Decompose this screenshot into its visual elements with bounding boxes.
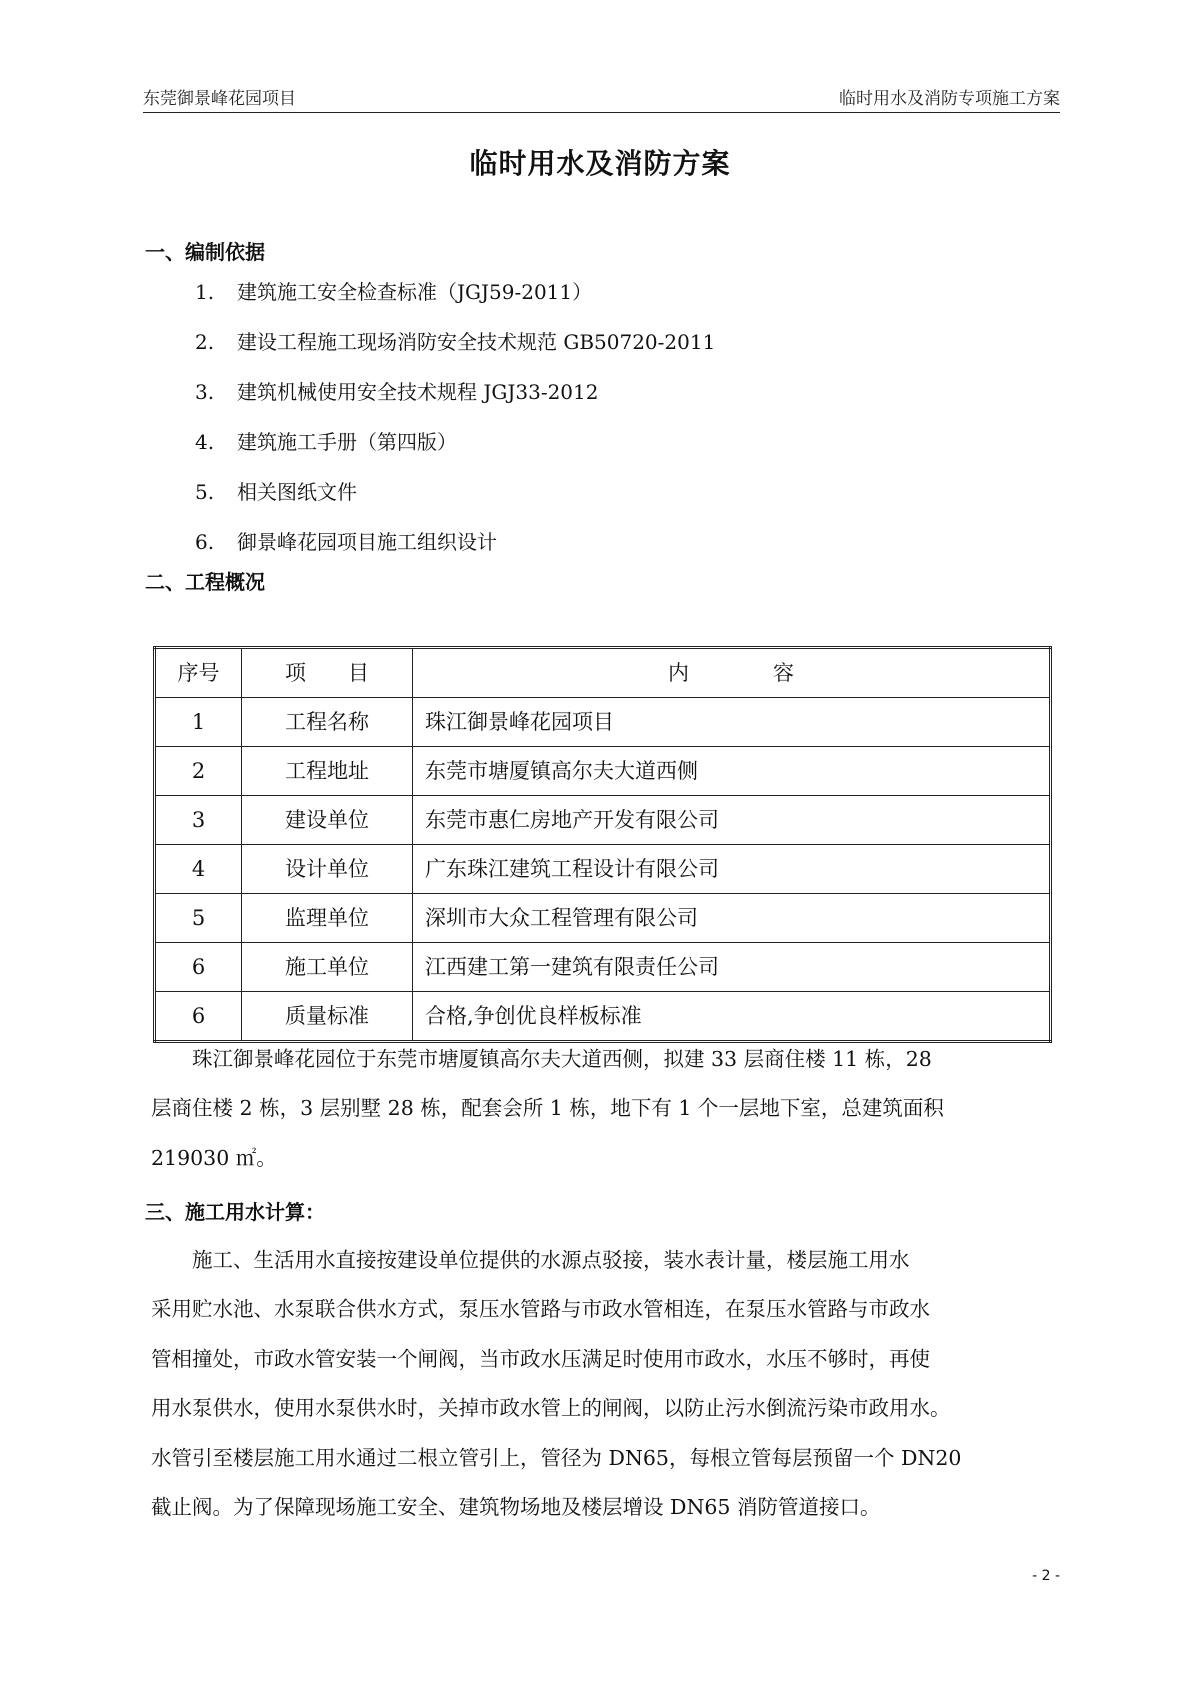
table-row bbox=[155, 943, 1051, 992]
table-cell-item: 设计单位 bbox=[242, 845, 413, 894]
table-row bbox=[155, 992, 1051, 1042]
table-cell-index: 6 bbox=[155, 943, 242, 992]
basis-item-number: 5. bbox=[195, 480, 215, 504]
basis-item-text: 相关图纸文件 bbox=[237, 480, 357, 504]
table-cell-index: 1 bbox=[155, 698, 242, 747]
table-cell-content: 合格,争创优良样板标准 bbox=[413, 992, 1051, 1042]
paragraph-line: 水管引至楼层施工用水通过二根立管引上，管径为 DN65，每根立管每层预留一个 DN20 bbox=[151, 1445, 962, 1470]
header-document-title: 临时用水及消防专项施工方案 bbox=[839, 89, 1060, 109]
table-cell-content: 东莞市塘厦镇高尔夫大道西侧 bbox=[413, 747, 1051, 796]
table-header-cell: 内 容 bbox=[413, 648, 1051, 698]
paragraph-line: 用水泵供水，使用水泵供水时，关掉市政水管上的闸阀，以防止污水倒流污染市政用水。 bbox=[151, 1396, 951, 1421]
table-row bbox=[155, 698, 1051, 747]
basis-item bbox=[195, 276, 592, 305]
table-header-cell: 项 目 bbox=[242, 648, 413, 698]
basis-item-text: 建筑施工安全检查标准（JGJ59-2011） bbox=[237, 280, 593, 304]
table-header-row bbox=[155, 648, 1051, 698]
section-heading-overview: 二、工程概况 bbox=[145, 570, 265, 594]
table-cell-item: 监理单位 bbox=[242, 894, 413, 943]
basis-item bbox=[195, 326, 715, 355]
project-overview-table bbox=[153, 646, 1052, 1043]
table-cell-index: 2 bbox=[155, 747, 242, 796]
section-heading-basis: 一、编制依据 bbox=[145, 240, 265, 264]
page-header bbox=[143, 84, 1060, 113]
table-cell-index: 6 bbox=[155, 992, 242, 1042]
basis-item-number: 3. bbox=[195, 380, 215, 404]
table-row bbox=[155, 747, 1051, 796]
section-heading-water-calc: 三、施工用水计算： bbox=[145, 1200, 325, 1224]
table-cell-item: 施工单位 bbox=[242, 943, 413, 992]
table-cell-content: 江西建工第一建筑有限责任公司 bbox=[413, 943, 1051, 992]
table-cell-index: 5 bbox=[155, 894, 242, 943]
paragraph-line: 截止阀。为了保障现场施工安全、建筑物场地及楼层增设 DN65 消防管道接口。 bbox=[151, 1494, 881, 1519]
document-title: 临时用水及消防方案 bbox=[469, 147, 731, 180]
page-number: - 2 - bbox=[1032, 1568, 1060, 1584]
table-cell-item: 工程名称 bbox=[242, 698, 413, 747]
table-cell-index: 3 bbox=[155, 796, 242, 845]
basis-item-text: 建筑机械使用安全技术规程 JGJ33-2012 bbox=[237, 380, 599, 404]
basis-item-number: 2. bbox=[195, 330, 215, 354]
paragraph-line: 采用贮水池、水泵联合供水方式，泵压水管路与市政水管相连，在泵压水管路与市政水 bbox=[151, 1297, 930, 1322]
table-cell-item: 工程地址 bbox=[242, 747, 413, 796]
table-cell-item: 质量标准 bbox=[242, 992, 413, 1042]
basis-item-number: 1. bbox=[195, 280, 215, 304]
table-header-cell: 序号 bbox=[155, 648, 242, 698]
basis-item-text: 御景峰花园项目施工组织设计 bbox=[237, 530, 497, 554]
basis-item bbox=[195, 376, 598, 405]
basis-item-text: 建设工程施工现场消防安全技术规范 GB50720-2011 bbox=[237, 330, 716, 354]
basis-item-number: 4. bbox=[195, 430, 215, 454]
table-cell-content: 广东珠江建筑工程设计有限公司 bbox=[413, 845, 1051, 894]
table-cell-content: 东莞市惠仁房地产开发有限公司 bbox=[413, 796, 1051, 845]
basis-item bbox=[195, 426, 457, 455]
basis-item-number: 6. bbox=[195, 530, 215, 554]
basis-item bbox=[195, 476, 357, 505]
table-cell-item: 建设单位 bbox=[242, 796, 413, 845]
table-cell-index: 4 bbox=[155, 845, 242, 894]
table-row bbox=[155, 894, 1051, 943]
paragraph-line: 219030 ㎡。 bbox=[151, 1145, 277, 1170]
table-row bbox=[155, 796, 1051, 845]
overview-paragraph bbox=[151, 1035, 1061, 1183]
header-project-name: 东莞御景峰花园项目 bbox=[143, 89, 296, 109]
paragraph-line: 施工、生活用水直接按建设单位提供的水源点驳接，装水表计量，楼层施工用水 bbox=[151, 1248, 910, 1272]
water-calc-paragraph bbox=[151, 1236, 1061, 1532]
basis-item bbox=[195, 526, 497, 555]
paragraph-line: 层商住楼 2 栋，3 层别墅 28 栋，配套会所 1 栋，地下有 1 个一层地下室，总建筑面积 bbox=[151, 1096, 944, 1121]
paragraph-line: 珠江御景峰花园位于东莞市塘厦镇高尔夫大道西侧，拟建 33 层商住楼 11 栋，28 bbox=[151, 1047, 932, 1071]
table-cell-content: 珠江御景峰花园项目 bbox=[413, 698, 1051, 747]
table-row bbox=[155, 845, 1051, 894]
basis-item-text: 建筑施工手册（第四版） bbox=[237, 430, 457, 454]
table-cell-content: 深圳市大众工程管理有限公司 bbox=[413, 894, 1051, 943]
paragraph-line: 管相撞处，市政水管安装一个闸阀，当市政水压满足时使用市政水，水压不够时，再使 bbox=[151, 1346, 930, 1371]
